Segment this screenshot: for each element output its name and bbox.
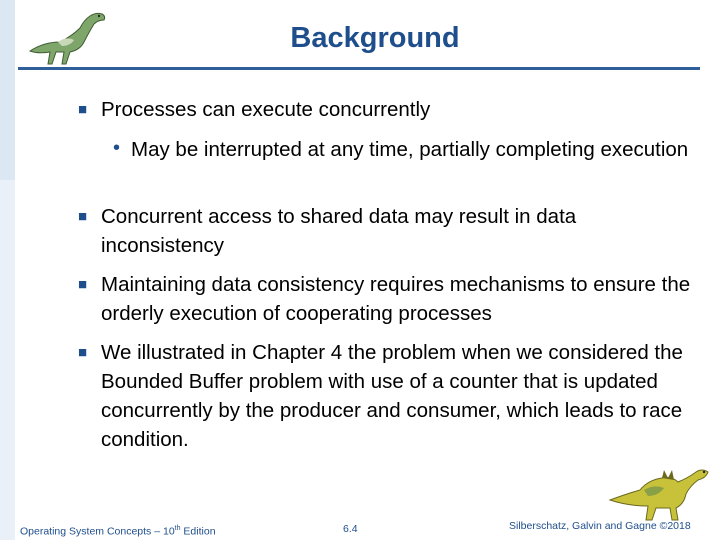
bullet-text: Maintaining data consistency requires mechanisms to ensure the orderly execution of cooperating processes — [101, 273, 691, 325]
bullet-item — [78, 338, 691, 454]
footer-book-title: Operating System Concepts – 10th Edition — [20, 525, 216, 538]
footer-authors: Silberschatz, Galvin and Gagne ©2018 — [509, 520, 691, 532]
page-title: Background — [290, 22, 460, 54]
footer-page-number: 6.4 — [343, 523, 358, 535]
bullet-item — [78, 95, 691, 124]
sub-bullet-text: May be interrupted at any time, partially completing execution — [131, 138, 689, 161]
square-bullet-icon: ■ — [78, 208, 88, 225]
round-bullet-icon: • — [113, 137, 121, 159]
square-bullet-icon: ■ — [78, 276, 88, 293]
square-bullet-icon: ■ — [78, 101, 88, 118]
left-sidebar-band-light — [0, 180, 15, 540]
dinosaur-icon — [606, 460, 714, 524]
bullet-text: We illustrated in Chapter 4 the problem when we considered the Bounded Buffer problem with use of a counter that is updated concurrently by the producer and consumer, which leads to race condition. — [101, 341, 683, 451]
title-divider — [18, 67, 700, 70]
square-bullet-icon: ■ — [78, 344, 88, 361]
sub-bullet-item — [113, 135, 691, 164]
bullet-text: Processes can execute concurrently — [101, 98, 431, 121]
bullet-text: Concurrent access to shared data may result in data inconsistency — [101, 205, 577, 257]
bullet-item — [78, 270, 691, 328]
dinosaur-icon — [22, 6, 122, 68]
bullet-item — [78, 202, 691, 260]
